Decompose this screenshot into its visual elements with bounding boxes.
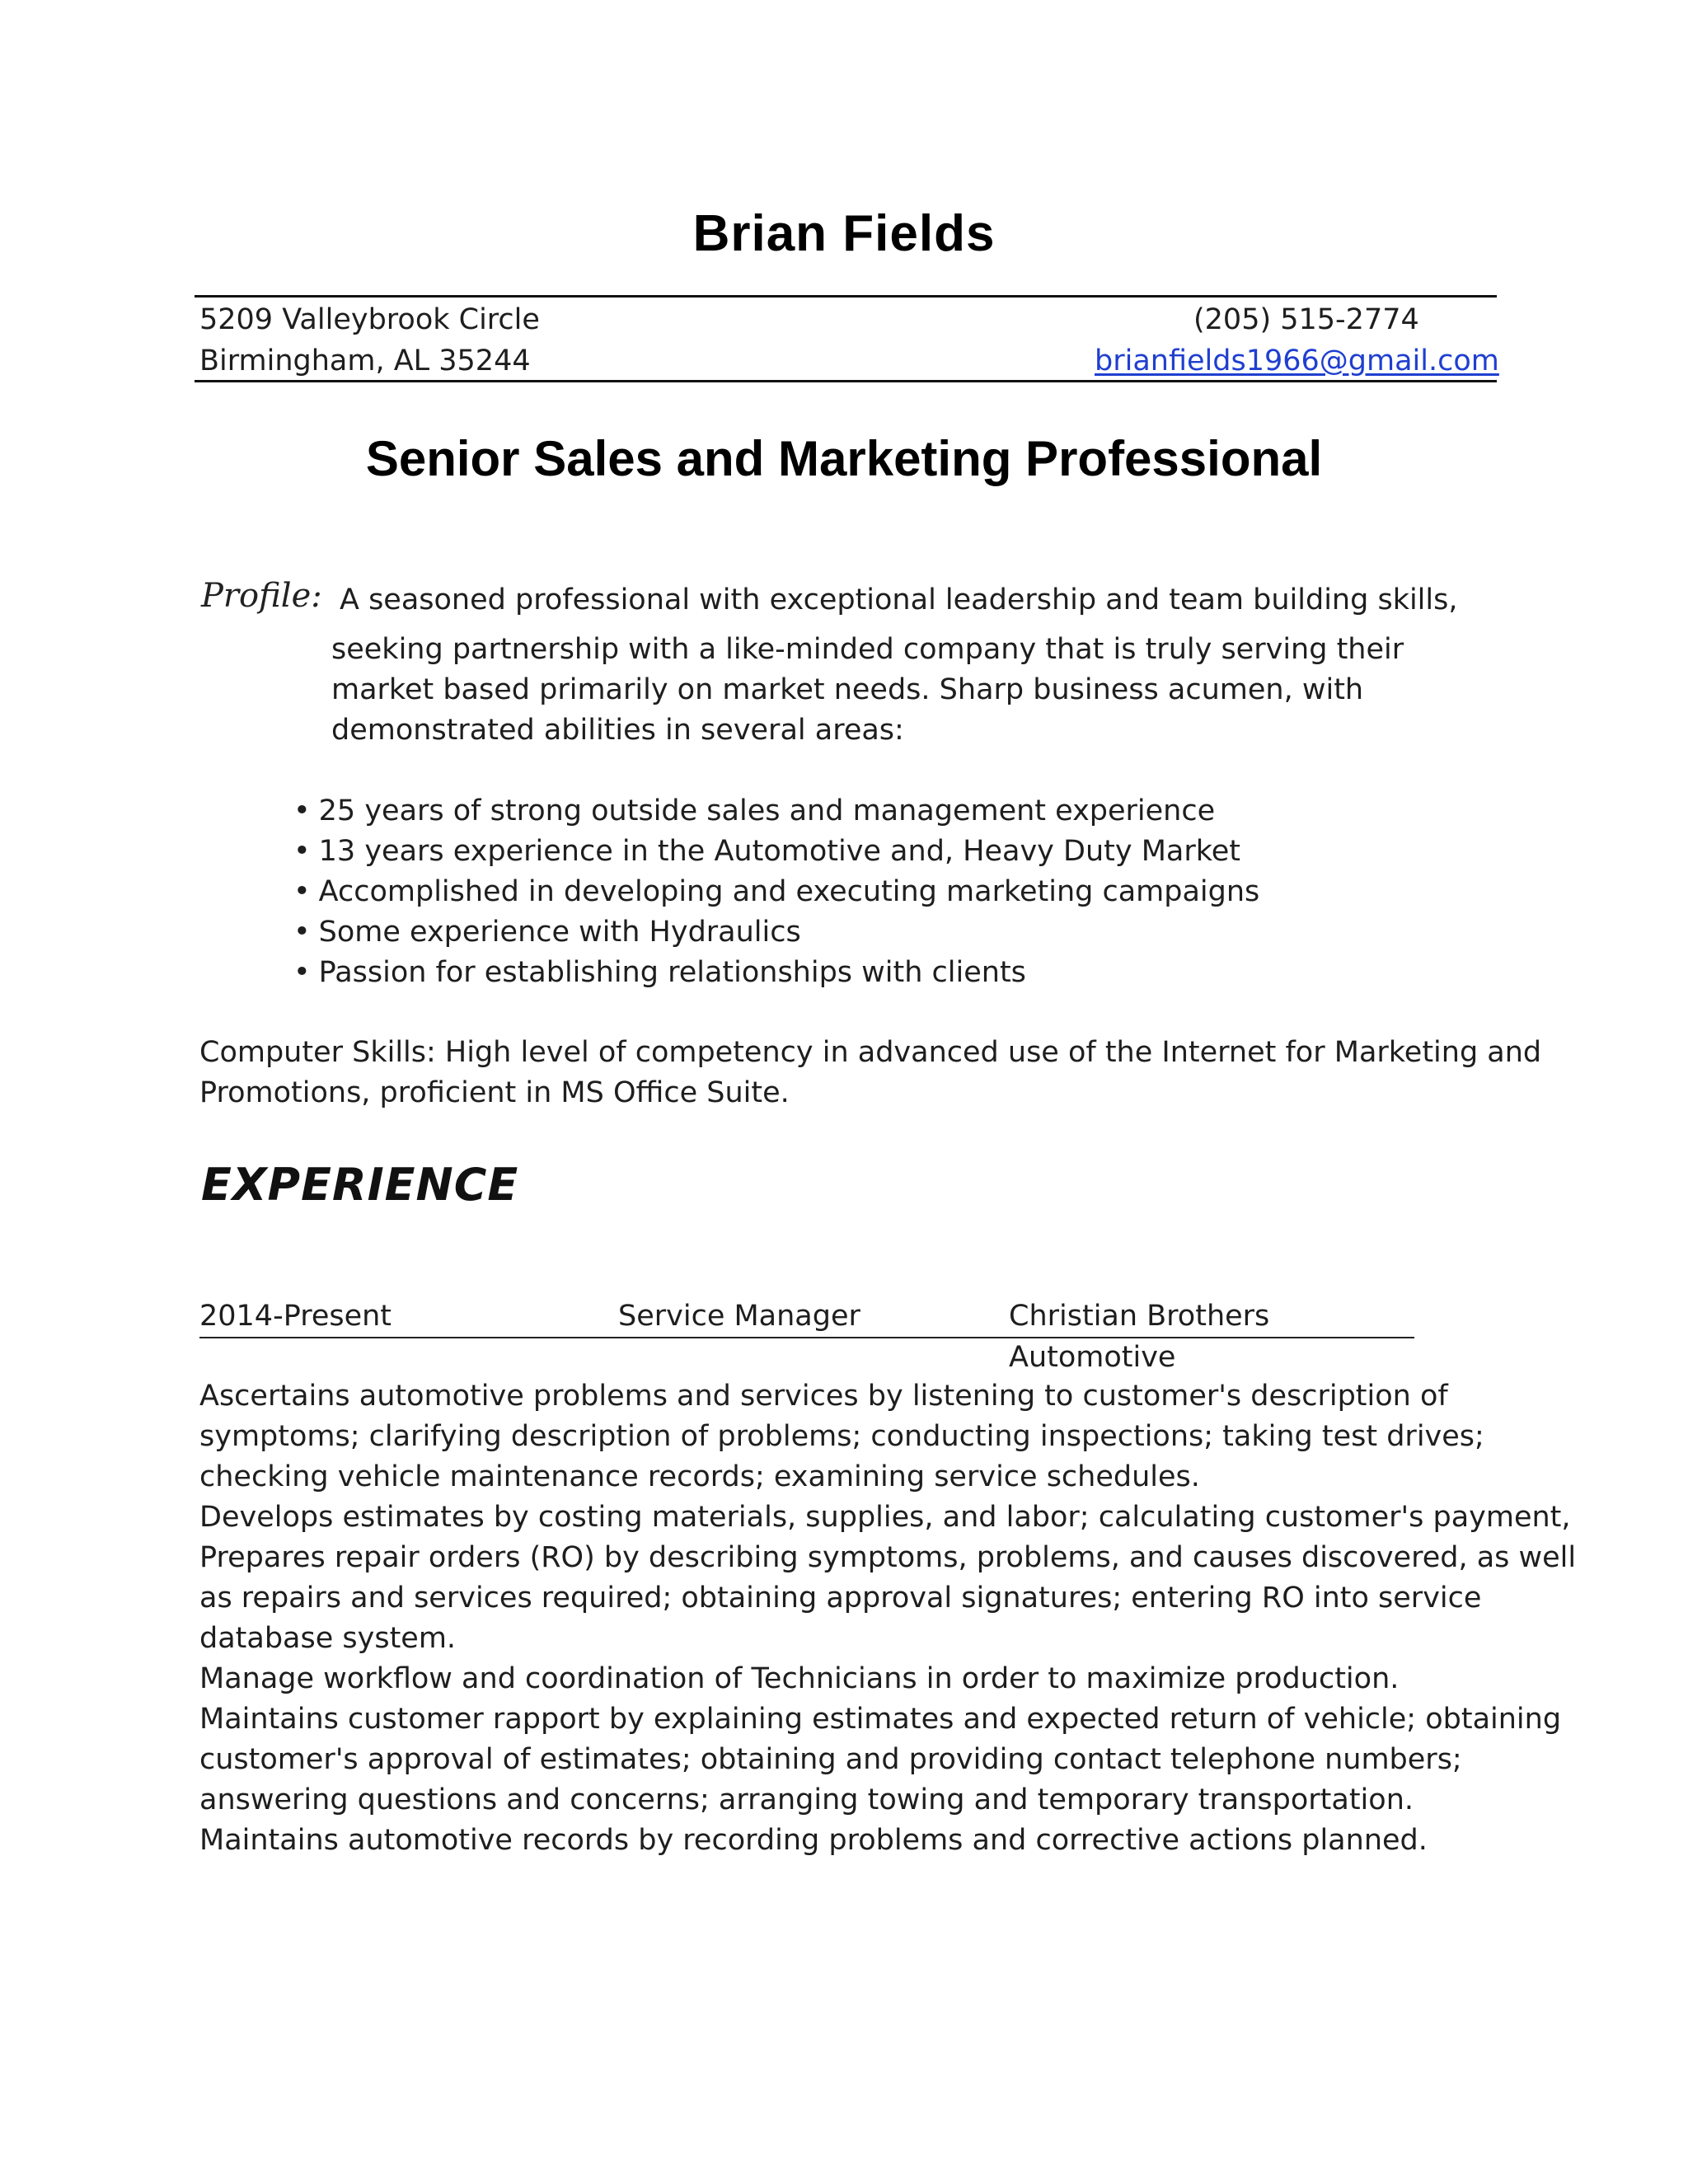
- bullet-icon: •: [293, 916, 311, 949]
- bullet-icon: •: [293, 956, 311, 989]
- duty-line: answering questions and concerns; arranging towing and temporary transportation.: [199, 1783, 1414, 1816]
- job-company: Christian Brothers Automotive: [1009, 1300, 1270, 1374]
- bullet-text: Accomplished in developing and executing marketing campaigns: [318, 875, 1260, 908]
- duty-line: Maintains automotive records by recording problems and corrective actions planned.: [199, 1824, 1428, 1857]
- resume-name: Brian Fields: [692, 205, 996, 262]
- bullet-icon: •: [293, 794, 311, 827]
- job-dates: 2014-Present: [199, 1300, 392, 1333]
- duty-line: Maintains customer rapport by explaining estimates and expected return of vehicle; obtaining: [199, 1703, 1562, 1736]
- job-title: Service Manager: [618, 1300, 860, 1333]
- headline-title: Senior Sales and Marketing Professional: [365, 431, 1323, 486]
- computer-skills-line-1: Computer Skills: High level of competency in advanced use of the Internet for Marketing and: [199, 1036, 1542, 1069]
- list-item: [293, 791, 1259, 832]
- header-top-rule: [195, 295, 1497, 298]
- job-duties: [199, 1376, 1577, 1861]
- address-line-1: 5209 Valleybrook Circle: [199, 303, 540, 336]
- phone-number: (205) 515-2774: [1193, 303, 1419, 336]
- job-header-row: [199, 1296, 1414, 1374]
- computer-skills-line-2: Promotions, proficient in MS Office Suite.: [199, 1076, 790, 1109]
- list-item: [293, 912, 1259, 953]
- list-item: [293, 872, 1259, 912]
- profile-line-4: demonstrated abilities in several areas:: [331, 714, 904, 747]
- duty-line: symptoms; clarifying description of problems; conducting inspections; taking test drives;: [199, 1420, 1484, 1453]
- duty-line: Prepares repair orders (RO) by describing symptoms, problems, and causes discovered, as well: [199, 1541, 1577, 1574]
- bullet-text: Passion for establishing relationships with clients: [318, 956, 1026, 989]
- bullet-text: 13 years experience in the Automotive and, Heavy Duty Market: [318, 835, 1241, 868]
- duty-line: Ascertains automotive problems and services by listening to customer's description of: [199, 1380, 1448, 1413]
- bullet-text: 25 years of strong outside sales and management experience: [318, 794, 1216, 827]
- duty-line: customer's approval of estimates; obtaining and providing contact telephone numbers;: [199, 1743, 1462, 1776]
- profile-line-1: A seasoned professional with exceptional leadership and team building skills,: [340, 583, 1458, 616]
- experience-heading: EXPERIENCE: [201, 1159, 519, 1211]
- duty-line: checking vehicle maintenance records; examining service schedules.: [199, 1460, 1200, 1493]
- bullet-icon: •: [293, 875, 311, 908]
- duty-line: Manage workflow and coordination of Technicians in order to maximize production.: [199, 1662, 1400, 1695]
- duty-line: Develops estimates by costing materials, supplies, and labor; calculating customer's payment,: [199, 1501, 1571, 1534]
- email-link[interactable]: brianfields1966@gmail.com: [1095, 344, 1499, 377]
- profile-label: Profile:: [201, 577, 322, 615]
- header-bottom-rule: [195, 380, 1497, 382]
- profile-line-2: seeking partnership with a like-minded company that is truly serving their: [331, 633, 1404, 666]
- list-item: [293, 832, 1259, 872]
- bullet-icon: •: [293, 835, 311, 868]
- profile-line-3: market based primarily on market needs. Sharp business acumen, with: [331, 673, 1364, 706]
- duty-line: as repairs and services required; obtaining approval signatures; entering RO into service: [199, 1582, 1482, 1615]
- skills-bullet-list: [293, 791, 1259, 993]
- bullet-text: Some experience with Hydraulics: [318, 916, 801, 949]
- address-line-2: Birmingham, AL 35244: [199, 344, 531, 377]
- duty-line: database system.: [199, 1622, 457, 1655]
- list-item: [293, 953, 1259, 993]
